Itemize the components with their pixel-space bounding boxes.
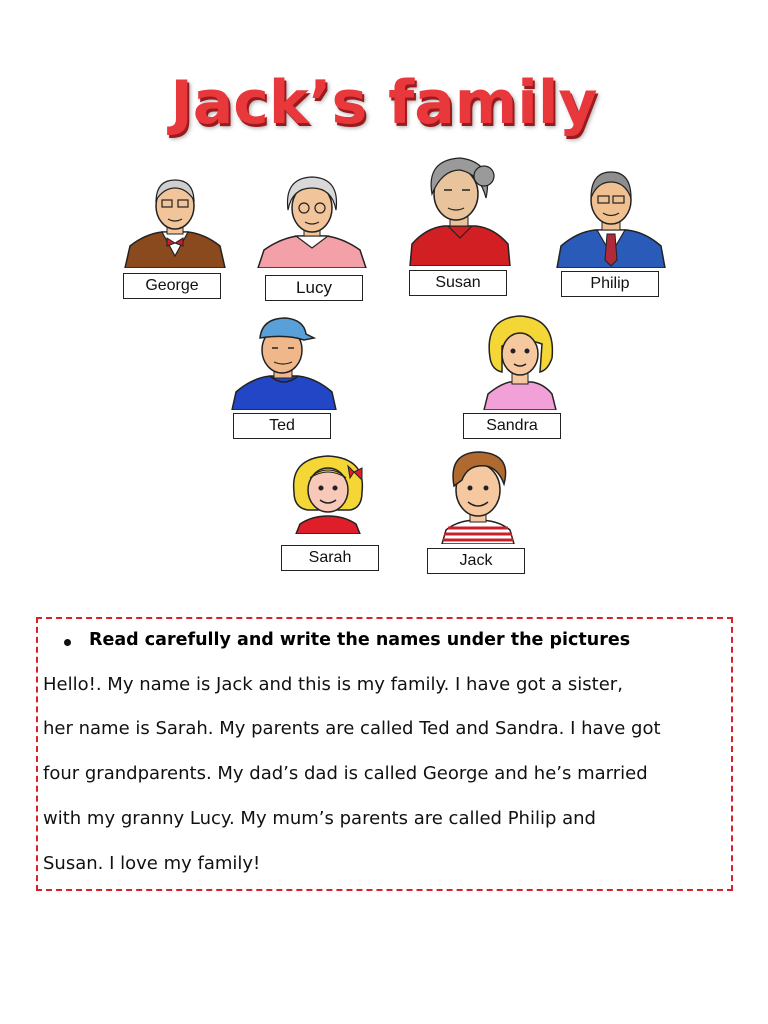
paragraph-line: Susan. I love my family! [43, 853, 261, 874]
paragraph-line: with my granny Lucy. My mum’s parents are called Philip and [43, 808, 596, 829]
sister-sarah-icon [288, 452, 368, 534]
paragraph-line: four grandparents. My dad’s dad is called George and he’s married [43, 763, 648, 784]
name-label-philip: Philip [561, 271, 659, 297]
boy-jack-icon [438, 450, 518, 544]
grandfather-george-icon [120, 176, 230, 268]
name-label-susan: Susan [409, 270, 507, 296]
page-title: Jack’s family [170, 68, 598, 138]
grandmother-lucy-icon [256, 174, 368, 268]
name-label-sandra: Sandra [463, 413, 561, 439]
name-label-george: George [123, 273, 221, 299]
mother-sandra-icon [482, 314, 558, 410]
father-ted-icon [230, 314, 338, 410]
grandmother-susan-icon [408, 156, 512, 266]
name-label-ted: Ted [233, 413, 331, 439]
bullet-icon [64, 639, 71, 646]
name-label-jack: Jack [427, 548, 525, 574]
paragraph-line: her name is Sarah. My parents are called Ted and Sandra. I have got [43, 718, 661, 739]
instruction: Read carefully and write the names under the pictures [89, 630, 631, 650]
name-label-sarah: Sarah [281, 545, 379, 571]
reading-frame [36, 617, 733, 891]
paragraph-line: Hello!. My name is Jack and this is my family. I have got a sister, [43, 674, 623, 695]
grandfather-philip-icon [555, 168, 667, 268]
name-label-lucy: Lucy [265, 275, 363, 301]
